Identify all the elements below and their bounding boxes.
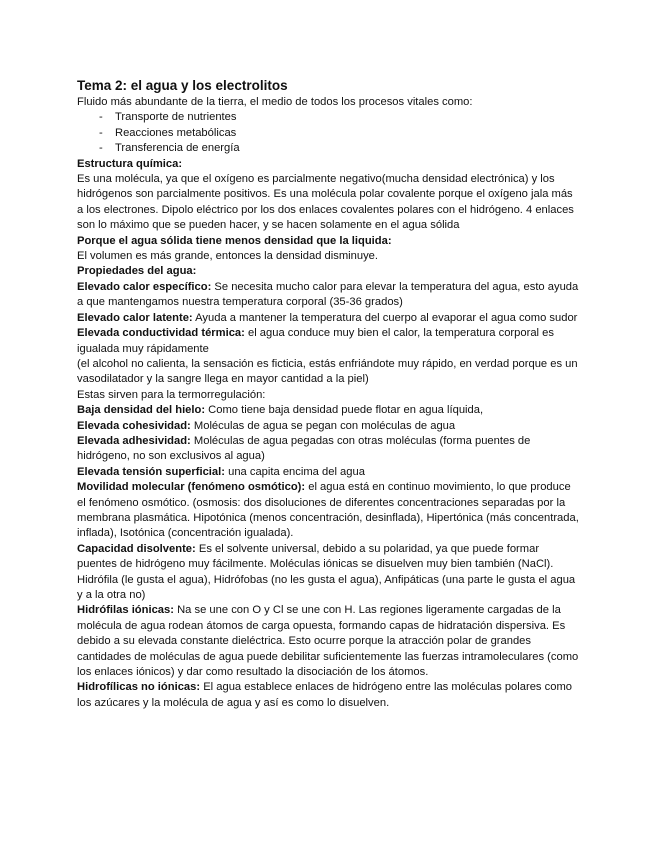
property-text: Ayuda a mantener la temperatura del cuerpo al evaporar el agua como sudor — [192, 311, 578, 324]
property-item — [77, 403, 579, 418]
property-item — [77, 603, 579, 680]
property-item — [77, 680, 579, 711]
property-label: Elevada tensión superficial: — [77, 465, 225, 478]
property-text: Na se une con O y Cl se une con H. Las regiones ligeramente cargadas de la molécula de agua rodean átomos de carga opuesta, formando capas de hidratación dispersiva. Es debido a su elevada constante dieléctrica. Esto ocurre porque la atracción polar de grandes cantidades de moléculas de agua puede debilitar suficientemente las fuerzas intramoleculares (como los enlaces iónicos) y dar como resultado la disociación de los átomos. — [77, 604, 579, 679]
solida-heading: Porque el agua sólida tiene menos densidad que la liquida: — [77, 234, 392, 247]
property-text: Como tiene baja densidad puede flotar en agua líquida, — [205, 404, 484, 417]
property-label: Movilidad molecular (fenómeno osmótico): — [77, 481, 306, 494]
list-item: - Reacciones metabólicas — [99, 126, 579, 141]
property-label: Elevado calor específico: — [77, 280, 212, 293]
property-text: Moléculas de agua pegadas con otras moléculas (forma puentes de hidrógeno, no son exclusivos al agua) — [77, 434, 531, 463]
propiedades-heading: Propiedades del agua: — [77, 265, 197, 278]
property-text: una capita encima del agua — [224, 465, 365, 478]
property-text: el agua conduce muy bien el calor, la temperatura corporal es igualada muy rápidamente — [77, 327, 554, 355]
estructura-heading: Estructura química: — [77, 157, 183, 170]
property-text: el agua está en continuo movimiento, lo que produce el fenómeno osmótico. (osmosis: dos disoluciones de diferentes concentraciones separadas por la membrana plasmática. Hipotónica (menos concentración, desinflada), Hipertónica (más concentrada, inflada), Isotónica (concentración igualada). — [77, 481, 579, 540]
intro-list — [77, 110, 579, 156]
property-label: Hidrófilas iónicas: — [77, 604, 174, 617]
property-label: Elevada conductividad térmica: — [77, 327, 245, 340]
property-item — [77, 419, 579, 434]
property-label: Elevado calor latente: — [77, 311, 193, 324]
property-text: Moléculas de agua se pegan con moléculas de agua — [190, 419, 456, 432]
intro-text: Fluido más abundante de la tierra, el medio de todos los procesos vitales como: — [77, 96, 473, 108]
list-item: - Transporte de nutrientes — [99, 110, 579, 125]
document-title: Tema 2: el agua y los electrolitos — [77, 78, 288, 93]
property-item — [77, 480, 579, 542]
property-text: Se necesita mucho calor para elevar la temperatura del agua, esto ayuda a que mantengamos nuestra temperatura corporal (35-36 grados) — [77, 280, 579, 309]
estructura-text: Es una molécula, ya que el oxígeno es parcialmente negativo(mucha densidad electrónica) y los hidrógenos son parcialmente positivos. Es una molécula polar covalente porque el oxígeno jala más a los electrones. Dipolo eléctrico por los dos enlaces covalentes polares con el hidrógeno. 4 enlaces son lo máximo que se pueden hacer, y se hacen solamente en el agua sólida — [77, 173, 574, 232]
property-item — [77, 434, 579, 465]
alcohol-note: (el alcohol no calienta, la sensación es ficticia, estás enfriándote muy rápido, en verdad porque es un vasodilatador y la sangre llega en mayor cantidad a la piel) — [77, 357, 578, 386]
property-label: Hidrofílicas no iónicas: — [77, 681, 201, 694]
property-label: Elevada adhesividad: — [77, 434, 191, 447]
property-text: El agua establece enlaces de hidrógeno entre las moléculas polares como los azúcares y la molécula de agua y así es como lo disuelven. — [77, 681, 572, 709]
property-label: Baja densidad del hielo: — [77, 404, 206, 417]
property-item — [77, 465, 579, 480]
property-label: Elevada cohesividad: — [77, 419, 191, 432]
solida-text: El volumen es más grande, entonces la densidad disminuye. — [77, 250, 378, 263]
property-item — [77, 542, 579, 604]
property-label: Capacidad disolvente: — [77, 542, 196, 555]
list-item: - Transferencia de energía — [99, 141, 579, 156]
termo-note: Estas sirven para la termorregulación: — [77, 388, 266, 401]
document-page — [77, 76, 579, 711]
property-item — [77, 311, 579, 326]
property-text: Es el solvente universal, debido a su polaridad, ya que puede formar puentes de hidrógeno muy fácilmente. Moléculas iónicas se disuelven muy bien también (NaCl). Hidrófila (le gusta el agua), Hidrófobas (no les gusta el agua), Anfipáticas (una parte le gusta el agua y a la otra no) — [77, 542, 576, 601]
property-item — [77, 280, 579, 311]
property-item — [77, 326, 579, 357]
